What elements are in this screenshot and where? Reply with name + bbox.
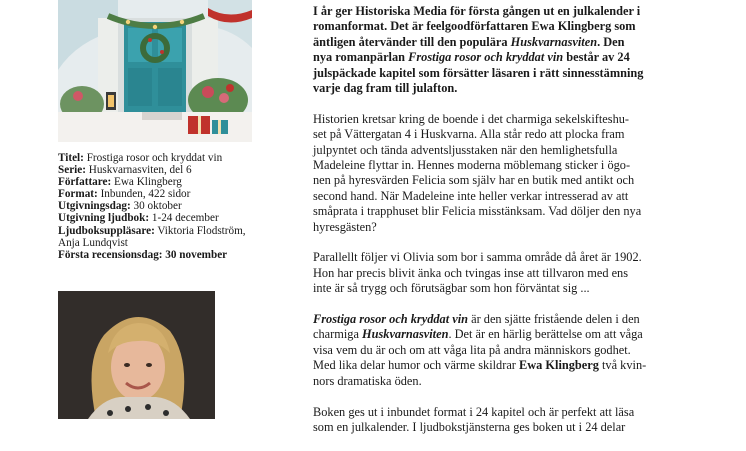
meta-narrator-label: Ljudboksuppläsare: [58, 224, 155, 237]
meta-title-label: Titel: [58, 152, 84, 164]
book-metadata [58, 152, 288, 261]
parallel-paragraph [313, 250, 695, 296]
meta-audio-row [58, 212, 288, 224]
summary-paragraph [313, 312, 695, 389]
parallel-line: Parallellt följer vi Olivia som bor i samma område då året är 1902. [313, 250, 642, 265]
book-title: Frostiga rosor och kryddat vin [408, 50, 564, 65]
intro-line: varje dag fram till julafton. [313, 81, 458, 96]
meta-review-date: Första recensionsdag: 30 november [58, 248, 228, 261]
story-line: Historien kretsar kring de boende i det charmiga sekelskifteshu- [313, 111, 630, 126]
meta-release-value: 30 oktober [130, 200, 182, 213]
format-line: som en julkalender. I ljudbokstjänsterna ges boken ut i 24 delar [313, 419, 626, 434]
story-line: småprata i trapphuset blir Felicia misstänksam. Vad döljer den nya [313, 204, 642, 219]
series-name: Huskvarnasviten [362, 327, 449, 342]
summary-line [313, 327, 695, 342]
story-line: nen på hyresvärden Felicia som själv har en butik med antikt och [313, 173, 635, 188]
meta-author-row [58, 176, 288, 188]
intro-line [313, 35, 695, 50]
story-paragraph [313, 112, 695, 235]
meta-series-row [58, 164, 288, 176]
meta-author-value: Ewa Klingberg [111, 176, 182, 189]
story-line: Madeleine flyttar in. Hennes moderna möblemang sticker i ögo- [313, 158, 631, 173]
format-paragraph [313, 405, 695, 436]
book-cover-illustration [58, 0, 252, 142]
parallel-line: Hon har precis blivit änka och tvingas inse att tillvaron med ens [313, 265, 629, 280]
summary-line [313, 358, 695, 373]
summary-line: visa vem du är och om att våga lita på andra människors godhet. [313, 342, 631, 357]
series-name: Huskvarnasviten [510, 34, 598, 49]
intro-line: I år ger Historiska Media för första gången ut en julkalender i [313, 4, 641, 18]
meta-author-label: Författare: [58, 176, 112, 189]
summary-text: . Det är en härlig berättelse om att våga [448, 327, 643, 342]
intro-line: romanformat. Det är feelgoodförfattaren Ewa Klingberg som [313, 19, 636, 34]
story-line: hyresgästen? [313, 219, 377, 234]
intro-line [313, 50, 695, 65]
meta-title-row [58, 152, 288, 164]
meta-narrator-value-2: Anja Lundqvist [58, 236, 128, 249]
press-release-body [313, 4, 695, 451]
meta-release-row [58, 200, 288, 212]
book-cover-image [58, 0, 252, 142]
meta-audio-label: Utgivning ljudbok: [58, 212, 150, 225]
intro-text: äntligen återvänder till den populära [313, 34, 511, 49]
summary-text: Med lika delar humor och värme skildrar [313, 358, 520, 373]
meta-narrator-row-2 [58, 237, 288, 249]
intro-text: . Den [597, 34, 625, 49]
summary-text: är den sjätte fristående delen i den [468, 312, 640, 327]
meta-format-label: Format: [58, 188, 98, 201]
meta-narrator-row [58, 225, 288, 237]
meta-series-value: Huskvarnasviten, del 6 [85, 164, 192, 177]
author-portrait [58, 291, 215, 419]
intro-text: består av 24 [563, 50, 630, 65]
meta-format-row [58, 188, 288, 200]
author-name: Ewa Klingberg [519, 358, 599, 373]
story-line: set på Vättergatan 4 i Huskvarna. Alla står redo att plocka fram [313, 127, 625, 142]
author-photo [58, 291, 215, 419]
summary-line: nors dramatiska öden. [313, 373, 422, 388]
parallel-line: inte är så trygg och förutsägbar som hon förväntat sig ... [313, 281, 590, 296]
story-line: second hand. När Madeleine inte heller verkar intresserad av att [313, 188, 629, 203]
intro-line: julspäckade kapitel som försätter läsaren i rätt sinnesstämning [313, 65, 644, 80]
meta-narrator-value: Viktoria Flodström, [154, 224, 246, 237]
meta-title-value: Frostiga rosor och kryddat vin [83, 152, 223, 164]
summary-line [313, 312, 695, 327]
format-line: Boken ges ut i inbundet format i 24 kapitel och är perfekt att läsa [313, 404, 635, 419]
meta-format-value: Inbunden, 422 sidor [97, 188, 191, 201]
book-title: Frostiga rosor och kryddat vin [313, 312, 469, 327]
summary-text: charmiga [313, 327, 363, 342]
meta-audio-value: 1-24 december [149, 212, 219, 225]
story-line: julpyntet och tända adventsljusstaken när den hemlighetsfulla [313, 142, 618, 157]
meta-series-label: Serie: [58, 164, 86, 177]
meta-release-label: Utgivningsdag: [58, 200, 131, 213]
intro-text: nya romanpärlan [313, 50, 409, 65]
intro-paragraph [313, 4, 695, 96]
summary-text: två kvin- [598, 358, 647, 373]
